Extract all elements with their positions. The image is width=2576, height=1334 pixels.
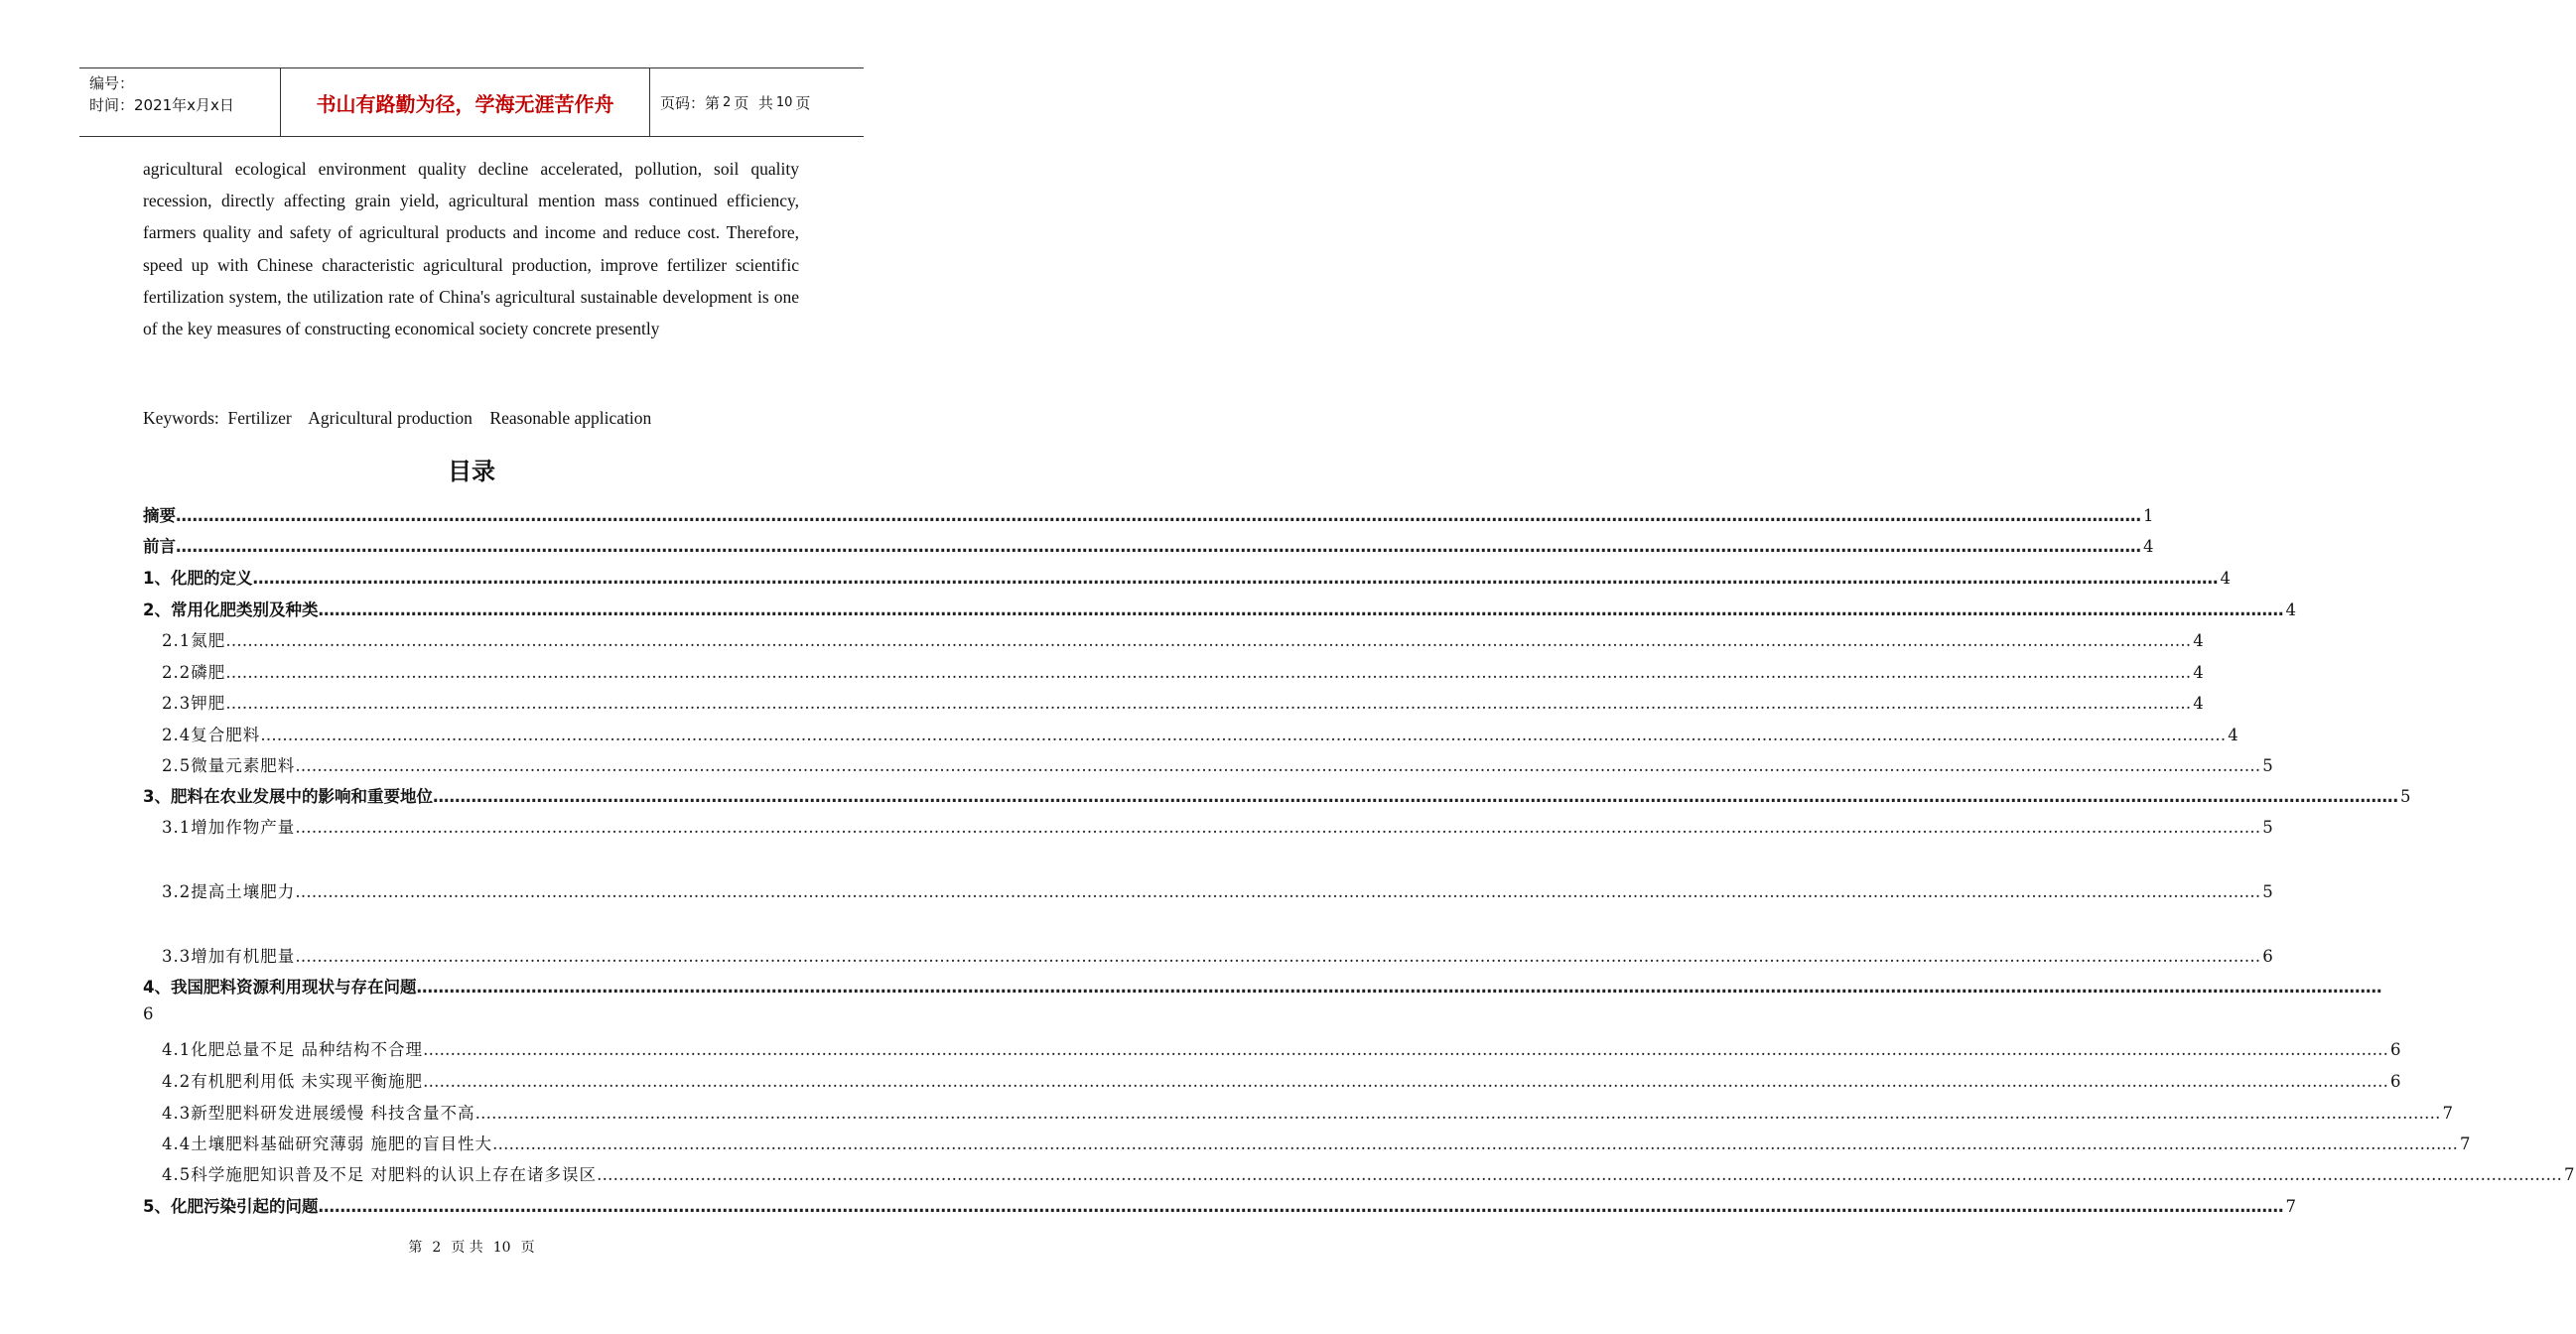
toc-leader-dots: ……………………………………………………………………………………………………………………………………………………………………………………………………………………………………………………………………………………………………………………………… [176, 506, 2141, 525]
toc-entry-label: 2.5微量元素肥料 [162, 756, 296, 775]
toc-entry-label: 2.3钾肥 [162, 694, 226, 713]
toc-entry [143, 974, 2382, 998]
toc-entry-page: 5 [2262, 756, 2274, 775]
toc-leader-dots: ……………………………………………………………………………………………………………………………………………………………………………………………………………………………………………………………………………………………………………………………… [295, 818, 2261, 837]
toc-entry [143, 597, 2296, 620]
toc-leader-dots: ……………………………………………………………………………………………………………………………………………………………………………………………………………………………………………………………………………………………………………………………… [492, 1134, 2458, 1153]
toc-entry [162, 814, 2274, 838]
footer-total: 10 [492, 1240, 511, 1256]
toc-entry-label: 2、常用化肥类别及种类 [143, 600, 319, 619]
toc-entry-label: 摘要 [143, 506, 176, 525]
header-page-total: 10 [775, 94, 793, 110]
toc-leader-dots: ……………………………………………………………………………………………………………………………………………………………………………………………………………………………………………………………………………………………………………………………… [318, 1197, 2284, 1216]
toc-entry-page: 6 [2262, 947, 2274, 966]
toc-entry [162, 1161, 2576, 1185]
toc-entry-page: 4 [2220, 569, 2231, 588]
toc-entry-label: 4.1化肥总量不足 品种结构不合理 [162, 1040, 423, 1059]
toc-leader-dots: ……………………………………………………………………………………………………………………………………………………………………………………………………………………………………………………………………………………………………………………………… [295, 756, 2261, 775]
toc-leader-dots: ……………………………………………………………………………………………………………………………………………………………………………………………………………………………………………………………………………………………………………………………… [295, 882, 2261, 901]
toc-entry-page: 4 [2193, 631, 2205, 650]
keywords-line: Keywords: Fertilizer Agricultural production Reasonable application [143, 408, 652, 428]
header-page-info [650, 68, 864, 136]
toc-entry-page: 4 [2193, 694, 2205, 713]
toc-entry-label: 3.3增加有机肥量 [162, 947, 296, 966]
header-page-mid: 页 共 [734, 93, 773, 112]
toc-entry-label: 4.3新型肥料研发进展缓慢 科技含量不高 [162, 1104, 475, 1123]
toc-entry-label: 2.1氮肥 [162, 631, 226, 650]
footer-mid: 页 共 [451, 1240, 483, 1256]
toc-entry [162, 722, 2239, 745]
toc-entry-page: 4 [2228, 726, 2239, 744]
toc-entry-page: 1 [2143, 506, 2154, 525]
toc-leader-dots: ……………………………………………………………………………………………………………………………………………………………………………………………………………………………………………………………………………………………………………………………… [597, 1165, 2562, 1184]
toc-entry-page: 5 [2262, 882, 2274, 901]
toc-entry-label: 1、化肥的定义 [143, 569, 253, 588]
toc-entry-page: 5 [2262, 818, 2274, 837]
toc-leader-dots: ……………………………………………………………………………………………………………………………………………………………………………………………………………………………………………………………………………………………………………………………… [225, 631, 2192, 650]
page-footer [0, 1237, 943, 1257]
header-page-prefix: 页码：第 [660, 93, 721, 112]
toc-entry-page: 6 [2390, 1040, 2402, 1059]
toc-entry-page: 7 [2285, 1197, 2296, 1216]
toc-title: 目录 [448, 458, 495, 485]
toc-entry [162, 878, 2274, 902]
toc-leader-dots: ……………………………………………………………………………………………………………………………………………………………………………………………………………………………………………………………………………………………………………………………… [423, 1072, 2388, 1091]
toc-leader-dots: ……………………………………………………………………………………………………………………………………………………………………………………………………………………………………………………………………………………………………………………………… [318, 600, 2284, 619]
toc-entry-page: 5 [2399, 787, 2411, 806]
toc-entry-page: 7 [2442, 1104, 2454, 1123]
footer-suffix: 页 [520, 1240, 535, 1256]
toc-entry [162, 1100, 2454, 1124]
header-page-suffix: 页 [795, 93, 811, 112]
toc-entry-page: 4 [2285, 600, 2296, 619]
toc-entry [143, 533, 2154, 557]
toc-leader-dots: ……………………………………………………………………………………………………………………………………………………………………………………………………………………………………………………………………………………………………………………………… [225, 694, 2192, 713]
toc-entry-label: 5、化肥污染引起的问题 [143, 1197, 319, 1216]
header-meta-cell [79, 68, 280, 136]
toc-entry [162, 1036, 2402, 1060]
abstract-paragraph: agricultural ecological environment quality decline accelerated, pollution, soil quality recession, directly affecting grain yield, agricultural mention mass continued efficiency, farmers quality and safety of agricultural products and income and reduce cost. Therefore, speed up with Chinese characteristic agricultural production, improve fertilizer scientific fertilization system, the utilization rate of China's agricultural sustainable development is one of the key measures of constructing economical society concrete presently [143, 159, 799, 339]
toc-entry-label: 前言 [143, 537, 176, 556]
toc-leader-dots: ……………………………………………………………………………………………………………………………………………………………………………………………………………………………………………………………………………………………………………………………… [295, 947, 2261, 966]
toc-leader-dots: ……………………………………………………………………………………………………………………………………………………………………………………………………………………………………………………………………………………………………………………………… [475, 1104, 2441, 1123]
toc-entry [162, 943, 2274, 967]
toc-entry-page: 7 [2564, 1165, 2576, 1184]
header-time-label: 时间：2021年x月x日 [89, 96, 234, 114]
toc-entry-label: 4、我国肥料资源利用现状与存在问题 [143, 978, 417, 997]
toc-entry-label: 3.2提高土壤肥力 [162, 882, 296, 901]
toc-entry [162, 1068, 2402, 1092]
toc-entry [162, 627, 2205, 651]
toc-entry-page: 4 [2143, 537, 2154, 556]
toc-leader-dots: ……………………………………………………………………………………………………………………………………………………………………………………………………………………………………………………………………………………………………………………………… [260, 726, 2227, 744]
toc-entry-label: 3.1增加作物产量 [162, 818, 296, 837]
toc-entry-page: 7 [2460, 1134, 2472, 1153]
toc-entry-label: 4.5科学施肥知识普及不足 对肥料的认识上存在诸多误区 [162, 1165, 597, 1184]
toc-leader-dots: ……………………………………………………………………………………………………………………………………………………………………………………………………………………………………………………………………………………………………………………………… [416, 978, 2382, 997]
header-number-label: 编号： [89, 74, 135, 92]
toc-leader-dots: ……………………………………………………………………………………………………………………………………………………………………………………………………………………………………………………………………………………………………………………………… [252, 569, 2219, 588]
page-header [79, 67, 864, 137]
toc-entry-label: 2.2磷肥 [162, 663, 226, 682]
toc-entry-page: 4 [2193, 663, 2205, 682]
toc-entry [162, 752, 2274, 776]
toc-entry [162, 690, 2205, 714]
footer-current: 2 [432, 1240, 442, 1256]
header-page-current: 2 [723, 94, 732, 110]
footer-prefix: 第 [408, 1240, 423, 1256]
toc-entry [162, 659, 2205, 683]
toc-entry-label: 2.4复合肥料 [162, 726, 261, 744]
toc-entry-label: 3、肥料在农业发展中的影响和重要地位 [143, 787, 433, 806]
header-motto: 书山有路勤为径，学海无涯苦作舟 [280, 68, 650, 136]
toc-entry [162, 1131, 2472, 1154]
toc-leader-dots: ……………………………………………………………………………………………………………………………………………………………………………………………………………………………………………………………………………………………………………………………… [176, 537, 2141, 556]
toc-entry [143, 1193, 2296, 1217]
toc-entry [143, 565, 2231, 589]
toc-entry [143, 783, 2411, 807]
toc-entry [143, 502, 2154, 526]
toc-leader-dots: ……………………………………………………………………………………………………………………………………………………………………………………………………………………………………………………………………………………………………………………………… [423, 1040, 2388, 1059]
toc-entry-label: 4.2有机肥利用低 未实现平衡施肥 [162, 1072, 423, 1091]
toc-leader-dots: ……………………………………………………………………………………………………………………………………………………………………………………………………………………………………………………………………………………………………………………………… [225, 663, 2192, 682]
toc-entry-label: 4.4土壤肥料基础研究薄弱 施肥的盲目性大 [162, 1134, 492, 1153]
toc-entry-page: 6 [2390, 1072, 2402, 1091]
toc-entry-page: 6 [143, 1004, 154, 1023]
toc-leader-dots: ……………………………………………………………………………………………………………………………………………………………………………………………………………………………………………………………………………………………………………………………… [432, 787, 2398, 806]
